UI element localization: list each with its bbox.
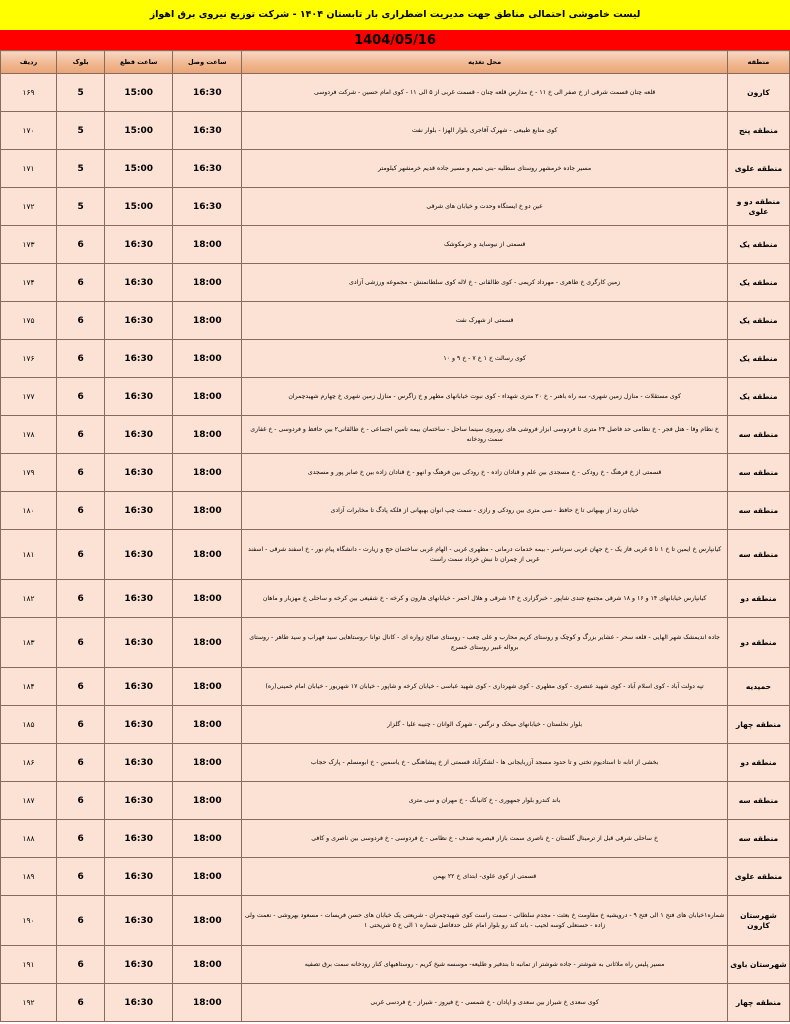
cell-row-number: ۱۶۹	[1, 74, 57, 112]
cell-block: 6	[57, 984, 105, 1022]
cell-row-number: ۱۹۱	[1, 946, 57, 984]
cell-feed-location: قلعه چنان قسمت شرقی از خ صفر الی خ ۱۱ - خ مدارس قلعه چنان - قسمت غربی از ۵ الی ۱۱ - کوی امام حسین - شرکت فردوسی	[242, 74, 728, 112]
table-row	[1, 112, 790, 150]
cell-region: شهرستان کارون	[727, 896, 789, 946]
cell-feed-location: خ نظام وفا - هتل فجر - خ نظامی حد فاصل ۲۴ متری تا فردوسی ابزار فروشی های روبروی سینما ساحل - ساختمان بیمه تامین اجتماعی - خ طالقانی۲ بین حافظ و فردوسی - خ غفاری سمت رودخانه	[242, 416, 728, 454]
cell-region: منطقه دو	[727, 618, 789, 668]
cell-region: شهرستان باوی	[727, 946, 789, 984]
cell-on-time: 16:30	[173, 188, 242, 226]
table-row	[1, 378, 790, 416]
cell-off-time: 16:30	[105, 946, 173, 984]
table-row	[1, 946, 790, 984]
cell-block: 5	[57, 112, 105, 150]
table-row	[1, 530, 790, 580]
cell-off-time: 15:00	[105, 150, 173, 188]
cell-on-time: 18:00	[173, 378, 242, 416]
cell-on-time: 18:00	[173, 530, 242, 580]
table-row	[1, 668, 790, 706]
cell-off-time: 16:30	[105, 618, 173, 668]
cell-row-number: ۱۷۵	[1, 302, 57, 340]
cell-off-time: 15:00	[105, 188, 173, 226]
cell-on-time: 18:00	[173, 264, 242, 302]
table-row	[1, 896, 790, 946]
cell-feed-location: بخشی از اتابه تا استادیوم تختی و تا حدود مسجد آزربایجانی ها - لشکرآباد قسمتی از خ پیشاهنگی - خ یاسمین - خ ابومسلم - پارک حجاب	[242, 744, 728, 782]
cell-on-time: 18:00	[173, 340, 242, 378]
cell-block: 6	[57, 744, 105, 782]
cell-region: منطقه یک	[727, 340, 789, 378]
cell-off-time: 16:30	[105, 340, 173, 378]
table-row	[1, 820, 790, 858]
table-row	[1, 302, 790, 340]
cell-row-number: ۱۸۴	[1, 668, 57, 706]
cell-on-time: 18:00	[173, 946, 242, 984]
cell-on-time: 18:00	[173, 706, 242, 744]
cell-off-time: 16:30	[105, 530, 173, 580]
cell-row-number: ۱۹۰	[1, 896, 57, 946]
cell-feed-location: مسیر پلیس راه ملاثانی به شوشتر - جاده شوشتر از تمانبه تا بندفیر و طلیعه- موسسه شیخ کریم - روستاهیهای کنار رودخانه سمت برق تصفیه	[242, 946, 728, 984]
cell-feed-location: قسمتی از خ فرهنگ - خ رودکی - خ مسجدی بین علم و قنادان زاده - خ رودکی بین فرهنگ و انهو - خ قنادان زاده بین خ صابر پور و مسجدی	[242, 454, 728, 492]
cell-block: 6	[57, 946, 105, 984]
cell-on-time: 18:00	[173, 744, 242, 782]
cell-row-number: ۱۷۱	[1, 150, 57, 188]
cell-feed-location: باند کندرو بلوار جمهوری - خ کانیانگ - خ مهران و سی متری	[242, 782, 728, 820]
cell-off-time: 16:30	[105, 668, 173, 706]
table-row	[1, 226, 790, 264]
cell-feed-location: عین دو خ ایستگاه وحدت و خیابان های شرقی	[242, 188, 728, 226]
header-row	[1, 51, 790, 74]
cell-on-time: 18:00	[173, 618, 242, 668]
cell-block: 6	[57, 264, 105, 302]
cell-block: 6	[57, 782, 105, 820]
cell-block: 5	[57, 150, 105, 188]
cell-block: 6	[57, 378, 105, 416]
column-header-on-time: ساعت وصل	[173, 51, 242, 74]
cell-off-time: 16:30	[105, 580, 173, 618]
cell-block: 5	[57, 188, 105, 226]
cell-off-time: 16:30	[105, 820, 173, 858]
cell-feed-location: تپه دولت آباد - کوی اسلام آباد - کوی شهید عنصری - کوی مطهری - کوی شهرداری - کوی شهید عباسی - خیابان کرخه و شاپور - خیابان ۱۷ شهریور - خیابان امام خمینی(ره)	[242, 668, 728, 706]
cell-feed-location: زمین کارگری خ طاهری - مهرداد کریمی - کوی طالقانی - خ لاله کوی سلطانمنش - مجموعه ورزشی آزادی	[242, 264, 728, 302]
cell-block: 6	[57, 530, 105, 580]
cell-off-time: 16:30	[105, 302, 173, 340]
cell-feed-location: شماره۱خیابان های فتح ۱ الی فتح ۹ - درویشیه خ مقاومت خ بعثت - مجدم سلطانی - سمت راست کوی شهیدچمران - شریعتی یک خیابان های حسن فریسات - مسعود بهروشی - نعمت ولی زاده - حسنعلی کوسه لحیب - باند کند رو بلوار امام علی حدفاصل شماره ۱ الی خ ۵ شریحتی ۱	[242, 896, 728, 946]
cell-region: منطقه علوی	[727, 858, 789, 896]
cell-region: منطقه سه	[727, 530, 789, 580]
cell-feed-location: قسمتی از شهرک نفت	[242, 302, 728, 340]
cell-off-time: 16:30	[105, 416, 173, 454]
column-header-row-no: ردیف	[1, 51, 57, 74]
cell-feed-location: کیانپارس خ ایمین تا خ ۱ تا ۵ غربی فاز یک - خ جهان غربی سرتاسر - بیمه خدمات درمانی - مطهری غربی - الهام غربی ساختمان حج و زیارت - دانشگاه پیام نور - خ اسفند شرقی - اسفند غربی از چمران تا نبش خرداد سمت راست	[242, 530, 728, 580]
cell-feed-location: خ ساحلی شرقی قبل از ترمینال گلستان - خ ناصری سمت بازار قیصریه صدف - خ نظامی - خ فردوسی - خ فردوسی بین ناصری و کافی	[242, 820, 728, 858]
cell-row-number: ۱۸۱	[1, 530, 57, 580]
cell-row-number: ۱۷۴	[1, 264, 57, 302]
cell-row-number: ۱۸۰	[1, 492, 57, 530]
cell-block: 6	[57, 492, 105, 530]
cell-on-time: 18:00	[173, 302, 242, 340]
cell-block: 6	[57, 858, 105, 896]
cell-off-time: 16:30	[105, 984, 173, 1022]
cell-region: منطقه سه	[727, 416, 789, 454]
cell-off-time: 15:00	[105, 74, 173, 112]
cell-on-time: 18:00	[173, 782, 242, 820]
cell-on-time: 18:00	[173, 416, 242, 454]
cell-row-number: ۱۸۳	[1, 618, 57, 668]
cell-feed-location: جاده اندیمشک شهر الهایی - قلعه سحر - عشایر بزرگ و کوچک و روستای کریم محارب و علی چعب - روستای صالح زواره ای - کانال توانا -روستاهایی سید فهراب و سید طاهر - روستای برواله غبیر روستای خسرج	[242, 618, 728, 668]
cell-feed-location: قسمتی از نیوساید و خرمکوشک	[242, 226, 728, 264]
cell-block: 6	[57, 668, 105, 706]
table-row	[1, 150, 790, 188]
cell-on-time: 16:30	[173, 150, 242, 188]
cell-feed-location: کوی مستقلات - منازل زمین شهری- سه راه باهنر - خ ۲۰ متری شهداء - کوی نبوت خیابانهای مطهر و خ زاگرس - منازل زمین شهری خ چهارم شهیدچمران	[242, 378, 728, 416]
cell-row-number: ۱۸۵	[1, 706, 57, 744]
cell-row-number: ۱۷۰	[1, 112, 57, 150]
cell-off-time: 16:30	[105, 492, 173, 530]
cell-region: منطقه سه	[727, 820, 789, 858]
cell-region: منطقه یک	[727, 378, 789, 416]
cell-region: منطقه علوی	[727, 150, 789, 188]
table-row	[1, 706, 790, 744]
cell-region: کارون	[727, 74, 789, 112]
cell-region: منطقه دو	[727, 580, 789, 618]
cell-region: منطقه سه	[727, 782, 789, 820]
cell-off-time: 16:30	[105, 896, 173, 946]
column-header-block: بلوک	[57, 51, 105, 74]
cell-row-number: ۱۷۳	[1, 226, 57, 264]
table-row	[1, 454, 790, 492]
cell-on-time: 18:00	[173, 896, 242, 946]
cell-region: منطقه یک	[727, 264, 789, 302]
cell-off-time: 16:30	[105, 454, 173, 492]
table-row	[1, 782, 790, 820]
table-row	[1, 340, 790, 378]
cell-row-number: ۱۸۷	[1, 782, 57, 820]
cell-on-time: 18:00	[173, 226, 242, 264]
date-band	[0, 30, 790, 50]
cell-block: 6	[57, 302, 105, 340]
cell-off-time: 15:00	[105, 112, 173, 150]
table-row	[1, 74, 790, 112]
column-header-region: منطقه	[727, 51, 789, 74]
table-row	[1, 580, 790, 618]
cell-region: حمیدیه	[727, 668, 789, 706]
cell-off-time: 16:30	[105, 706, 173, 744]
cell-region: منطقه پنج	[727, 112, 789, 150]
cell-feed-location: بلوار نخلستان - خیابانهای میخک و نرگس - شهرک الوانان - چنیبه علیا - گلزار	[242, 706, 728, 744]
cell-off-time: 16:30	[105, 858, 173, 896]
cell-block: 5	[57, 74, 105, 112]
cell-feed-location: کوی سعدی خ شیراز بین سعدی و اپادان - خ شمسی - خ فیروز - شیراز - خ فردسی غربی	[242, 984, 728, 1022]
cell-feed-location: کیانپارس خیابانهای ۱۴ و ۱۶ و ۱۸ شرقی مجتمع جندی شاپور - خبرگزاری خ ۱۴ شرقی و هلال احمر - خیابانهای هارون و کرخه - خ شفیعی بین کرخه و ساحلی خ مهزیار و ماهان	[242, 580, 728, 618]
table-row	[1, 416, 790, 454]
outage-table	[0, 50, 790, 1022]
cell-off-time: 16:30	[105, 378, 173, 416]
cell-on-time: 18:00	[173, 820, 242, 858]
table-row	[1, 492, 790, 530]
cell-block: 6	[57, 618, 105, 668]
table-row	[1, 858, 790, 896]
cell-row-number: ۱۸۲	[1, 580, 57, 618]
cell-row-number: ۱۸۹	[1, 858, 57, 896]
column-header-off-time: ساعت قطع	[105, 51, 173, 74]
table-row	[1, 984, 790, 1022]
column-header-feed: محل تغذیه	[242, 51, 728, 74]
cell-row-number: ۱۷۸	[1, 416, 57, 454]
cell-row-number: ۱۷۲	[1, 188, 57, 226]
schedule-date: 1404/05/16	[354, 32, 436, 48]
title-band	[0, 0, 790, 30]
cell-feed-location: کوی رسالت خ ۱ خ ۷ - خ ۹ و ۱۰	[242, 340, 728, 378]
cell-block: 6	[57, 896, 105, 946]
cell-on-time: 18:00	[173, 580, 242, 618]
cell-row-number: ۱۹۲	[1, 984, 57, 1022]
cell-off-time: 16:30	[105, 264, 173, 302]
cell-block: 6	[57, 820, 105, 858]
cell-region: منطقه چهار	[727, 984, 789, 1022]
cell-region: منطقه یک	[727, 302, 789, 340]
cell-off-time: 16:30	[105, 782, 173, 820]
table-row	[1, 618, 790, 668]
cell-feed-location: کوی منابع طبیعی - شهرک آقاجری بلوار الهزا - بلوار نفت	[242, 112, 728, 150]
cell-region: منطقه دو	[727, 744, 789, 782]
table-row	[1, 188, 790, 226]
cell-block: 6	[57, 340, 105, 378]
cell-on-time: 18:00	[173, 492, 242, 530]
cell-region: منطقه دو و علوی	[727, 188, 789, 226]
cell-row-number: ۱۷۹	[1, 454, 57, 492]
cell-feed-location: قسمتی از کوی علوی- ابتدای خ ۲۲ بهمن	[242, 858, 728, 896]
cell-region: منطقه سه	[727, 492, 789, 530]
cell-off-time: 16:30	[105, 744, 173, 782]
cell-on-time: 16:30	[173, 112, 242, 150]
cell-on-time: 18:00	[173, 984, 242, 1022]
cell-row-number: ۱۸۸	[1, 820, 57, 858]
table-body	[1, 74, 790, 1022]
cell-block: 6	[57, 706, 105, 744]
cell-row-number: ۱۸۶	[1, 744, 57, 782]
cell-on-time: 16:30	[173, 74, 242, 112]
cell-region: منطقه سه	[727, 454, 789, 492]
cell-block: 6	[57, 416, 105, 454]
cell-row-number: ۱۷۶	[1, 340, 57, 378]
cell-region: منطقه یک	[727, 226, 789, 264]
cell-block: 6	[57, 454, 105, 492]
cell-feed-location: مسیر جاده خرمشهر روستای سطلیه -بنی تمیم و مسیر جاده قدیم خرمشهر کیلومتر	[242, 150, 728, 188]
cell-row-number: ۱۷۷	[1, 378, 57, 416]
cell-off-time: 16:30	[105, 226, 173, 264]
cell-feed-location: خیابان زند از بهبهانی تا خ حافظ - سی متری بین رودکی و رازی - سمت چپ انوان بهبهانی از فلکه پادگ تا مخابرات آزادی	[242, 492, 728, 530]
table-row	[1, 264, 790, 302]
table-row	[1, 744, 790, 782]
cell-on-time: 18:00	[173, 858, 242, 896]
cell-block: 6	[57, 226, 105, 264]
cell-on-time: 18:00	[173, 454, 242, 492]
cell-on-time: 18:00	[173, 668, 242, 706]
cell-block: 6	[57, 580, 105, 618]
cell-region: منطقه چهار	[727, 706, 789, 744]
page-title: لیست خاموشی احتمالی مناطق جهت مدیریت اضطراری بار تابستان ۱۴۰۴ - شرکت توزیع نیروی برق اهواز	[149, 9, 641, 21]
table-header	[1, 51, 790, 74]
